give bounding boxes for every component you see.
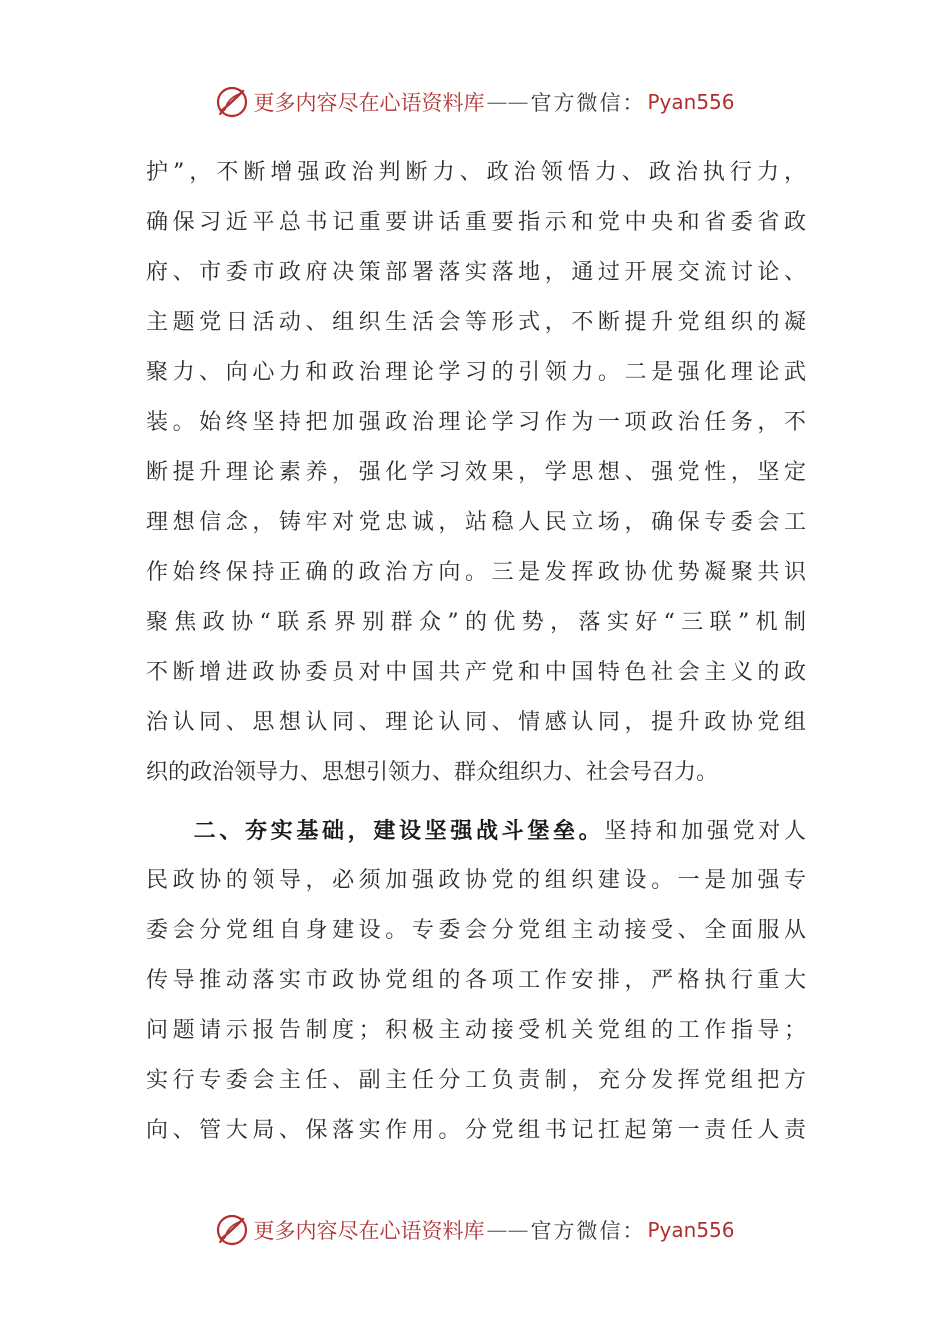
text-line: 作始终保持正确的政治方向。三是发挥政协优势凝聚共识 [146, 560, 806, 585]
text-line: 护”，不断增强政治判断力、政治领悟力、政治执行力， [146, 160, 806, 185]
text-line: 向、管大局、保落实作用。分党组书记扛起第一责任人责 [146, 1118, 806, 1143]
text-line: 主题党日活动、组织生活会等形式，不断提升党组织的凝 [146, 310, 806, 335]
banner-handle: Pyan556 [647, 90, 735, 114]
text-line: 传导推动落实市政协党组的各项工作安排，严格执行重大 [146, 968, 806, 993]
text-line: 民政协的领导，必须加强政协党的组织建设。一是加强专 [146, 868, 806, 893]
text-line: 装。始终坚持把加强政治理论学习作为一项政治任务，不 [146, 410, 806, 435]
quill-logo-icon [215, 85, 249, 119]
text-line: 聚焦政协“联系界别群众”的优势，落实好“三联”机制 [146, 610, 806, 635]
text-line: 实行专委会主任、副主任分工负责制，充分发挥党组把方 [146, 1068, 806, 1093]
text-line: 问题请示报告制度；积极主动接受机关党组的工作指导； [146, 1018, 806, 1043]
text-line: 理想信念，铸牢对党忠诚，站稳人民立场，确保专委会工 [146, 510, 806, 535]
banner-separator: —— [486, 90, 529, 114]
banner-main-text: 更多内容尽在心语资料库 [253, 1219, 485, 1243]
document-body [146, 148, 806, 1156]
paragraph-1 [146, 148, 806, 798]
heading-line-rest: 坚持和加强党对人 [604, 819, 806, 844]
text-line: 治认同、思想认同、理论认同、情感认同，提升政协党组 [146, 710, 806, 735]
banner-main-text: 更多内容尽在心语资料库 [253, 91, 485, 115]
text-line: 不断增进政协委员对中国共产党和中国特色社会主义的政 [146, 660, 806, 685]
quill-logo-icon [215, 1213, 249, 1247]
banner-handle: Pyan556 [647, 1218, 735, 1242]
text-line: 断提升理论素养，强化学习效果，学思想、强党性，坚定 [146, 460, 806, 485]
banner-wechat-label: 官方微信： [530, 1219, 646, 1243]
header-watermark-banner [0, 82, 950, 122]
paragraph-2 [146, 806, 806, 1156]
banner-separator: —— [486, 1218, 529, 1242]
text-line: 确保习近平总书记重要讲话重要指示和党中央和省委省政 [146, 210, 806, 235]
section-heading: 二、夯实基础，建设坚强战斗堡垒。 [190, 818, 605, 844]
text-line: 聚力、向心力和政治理论学习的引领力。二是强化理论武 [146, 360, 806, 385]
footer-watermark-banner [0, 1210, 950, 1250]
banner-wechat-label: 官方微信： [530, 91, 646, 115]
paragraph-2-first-line [146, 806, 806, 856]
text-line: 委会分党组自身建设。专委会分党组主动接受、全面服从 [146, 918, 806, 943]
text-line: 府、市委市政府决策部署落实落地，通过开展交流讨论、 [146, 260, 806, 285]
text-line: 织的政治领导力、思想引领力、群众组织力、社会号召力。 [146, 760, 719, 785]
